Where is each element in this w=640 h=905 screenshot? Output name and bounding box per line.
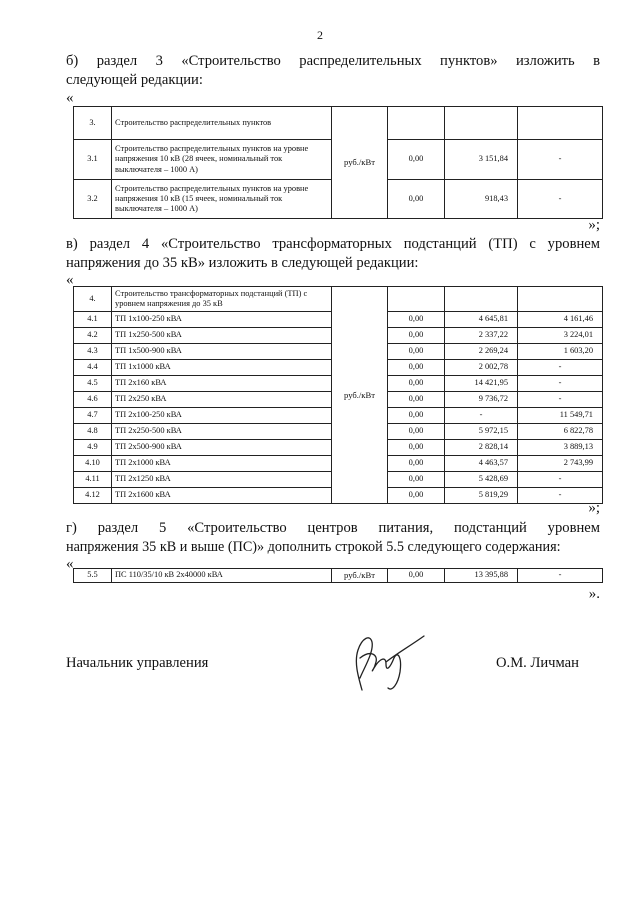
value-c: - [518,376,603,392]
page-number: 2 [317,28,323,42]
row-number: 4.10 [74,456,112,472]
value-b: 2 828,14 [445,440,518,456]
value-c: 2 743,99 [518,456,603,472]
row-number: 4.6 [74,392,112,408]
value-c: 6 822,78 [518,424,603,440]
opening-quote: « [66,272,74,288]
row-name: Строительство распределительных пунктов на уровне напряжения 10 кВ (15 ячеек, номинальный ток выключателя – 1000 А) [112,180,332,219]
value-c: - [518,488,603,504]
value-c: - [518,140,603,180]
value-b: 5 819,29 [445,488,518,504]
value-c: - [518,360,603,376]
value-b: 2 337,22 [445,328,518,344]
paragraph-line: б) раздел 3 «Строительство распределительных пунктов» изложить в [66,53,600,69]
row-number: 4.7 [74,408,112,424]
row-number: 4.8 [74,424,112,440]
paragraph-line: следующей редакции: [66,72,203,88]
value-c: - [518,569,603,583]
row-name: Строительство трансформаторных подстанций (ТП) с уровнем напряжения до 35 кВ [112,287,332,312]
unit-cell: руб./кВт [332,107,388,219]
value-b: 2 269,24 [445,344,518,360]
row-number: 4.11 [74,472,112,488]
value-b: 2 002,78 [445,360,518,376]
row-name: ТП 1х1000 кВА [112,360,332,376]
row-name: Строительство распределительных пунктов на уровне напряжения 10 кВ (28 ячеек, номинальный ток выключателя – 1000 А) [112,140,332,180]
value-a: 0,00 [388,569,445,583]
row-number: 3.1 [74,140,112,180]
value-a: 0,00 [388,488,445,504]
opening-quote: « [66,90,74,106]
value-a: 0,00 [388,360,445,376]
value-b: 918,43 [445,180,518,219]
closing-quote: »; [588,500,600,516]
row-number: 4.5 [74,376,112,392]
row-number: 5.5 [74,569,112,583]
row-number: 4. [74,287,112,312]
value-a: 0,00 [388,440,445,456]
value-a: 0,00 [388,392,445,408]
value-a [388,107,445,140]
value-c: - [518,472,603,488]
value-a: 0,00 [388,376,445,392]
opening-quote: « [66,556,74,572]
table-row [74,107,603,140]
row-name: ТП 2х1250 кВА [112,472,332,488]
row-number: 4.2 [74,328,112,344]
value-a: 0,00 [388,408,445,424]
value-b: 3 151,84 [445,140,518,180]
value-a: 0,00 [388,328,445,344]
value-a: 0,00 [388,344,445,360]
value-a: 0,00 [388,140,445,180]
table-section-5 [73,568,603,583]
value-b: 5 428,69 [445,472,518,488]
value-a: 0,00 [388,424,445,440]
row-name: ТП 2х250-500 кВА [112,424,332,440]
value-a: 0,00 [388,472,445,488]
paragraph-section-5 [66,519,600,557]
value-c: 3 224,01 [518,328,603,344]
value-c [518,287,603,312]
paragraph-section-3 [66,52,600,90]
row-name: ТП 1х500-900 кВА [112,344,332,360]
value-b: 4 645,81 [445,312,518,328]
value-b: - [445,408,518,424]
row-name: ТП 2х1600 кВА [112,488,332,504]
row-name: ТП 1х100-250 кВА [112,312,332,328]
closing-quote: »; [588,217,600,233]
value-c: 3 889,13 [518,440,603,456]
row-name: ТП 2х160 кВА [112,376,332,392]
row-number: 3. [74,107,112,140]
value-c: 1 603,20 [518,344,603,360]
row-number: 4.1 [74,312,112,328]
table-section-4 [73,286,603,504]
row-name: ТП 2х250 кВА [112,392,332,408]
row-name: ТП 2х100-250 кВА [112,408,332,424]
table-row [74,569,603,583]
paragraph-line: в) раздел 4 «Строительство трансформаторных подстанций (ТП) с уровнем [66,236,600,252]
signer-name: О.М. Личман [496,655,579,671]
row-number: 4.12 [74,488,112,504]
value-c: - [518,392,603,408]
row-name: Строительство распределительных пунктов [112,107,332,140]
row-name: ТП 2х1000 кВА [112,456,332,472]
value-b: 14 421,95 [445,376,518,392]
table-row [74,287,603,312]
row-number: 4.4 [74,360,112,376]
paragraph-line: напряжения до 35 кВ» изложить в следующей редакции: [66,255,419,271]
paragraph-section-4 [66,235,600,273]
value-b: 13 395,88 [445,569,518,583]
row-name: ТП 2х500-900 кВА [112,440,332,456]
value-a: 0,00 [388,312,445,328]
signer-position: Начальник управления [66,655,209,671]
row-number: 3.2 [74,180,112,219]
value-a: 0,00 [388,180,445,219]
value-c [518,107,603,140]
table-section-3 [73,106,603,219]
value-b [445,107,518,140]
paragraph-line: напряжения 35 кВ и выше (ПС)» дополнить строкой 5.5 следующего содержания: [66,539,561,555]
value-b: 4 463,57 [445,456,518,472]
closing-quote: ». [588,586,600,602]
value-b: 9 736,72 [445,392,518,408]
unit-cell: руб./кВт [332,287,388,504]
value-b [445,287,518,312]
value-c: 4 161,46 [518,312,603,328]
value-b: 5 972,15 [445,424,518,440]
row-number: 4.3 [74,344,112,360]
handwritten-signature [340,628,430,698]
row-name: ТП 1х250-500 кВА [112,328,332,344]
value-a: 0,00 [388,456,445,472]
value-a [388,287,445,312]
value-c: 11 549,71 [518,408,603,424]
row-name: ПС 110/35/10 кВ 2х40000 кВА [112,569,332,583]
value-c: - [518,180,603,219]
paragraph-line: г) раздел 5 «Строительство центров питания, подстанций уровнем [66,520,600,536]
row-number: 4.9 [74,440,112,456]
unit-cell: руб./кВт [332,569,388,583]
